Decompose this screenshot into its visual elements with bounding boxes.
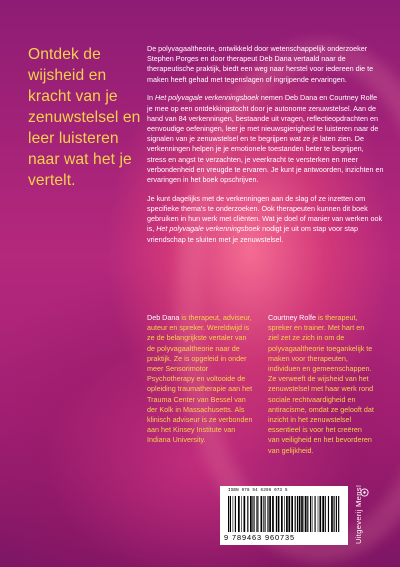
blurb-paragraph-2-rest: nemen Deb Dana en Courtney Rolfe je mee op een ontdekkingstocht door je autonome zenuwstelsel. Aan de hand van 84 verkenningen, bestaande uit vragen, reflectieopdrachten en eenvoudige oefeningen, leer je met nieuwsgierigheid te luisteren naar de signalen van je zenuwstelsel en te begrijpen wat ze je laten zien. De verkenningen helpen je je emotionele toestanden beter te begrijpen, stress en angst te verzachten, je veerkracht te versterken en meer verbondenheid en vreugde te ervaren. Je kunt je antwoorden, inzichten en ervaringen in het boek opschrijven.: [147, 93, 384, 185]
bio-deb-dana: [147, 313, 254, 456]
bio-text-rolfe: is therapeut, spreker en trainer. Met hart en ziel zet ze zich in om de polyvagaaltheorie toegankelijk te maken voor therapeuten, individuen en gemeenschappen. Ze verweeft de wijsheid van het zenuwstelsel met haar werk rond sociale rechtvaardigheid en antiracisme, omdat ze gelooft dat inzicht in het zenuwstelsel essentieel is voor het creëren van veiligheid en het bevorderen van gelijkheid.: [268, 313, 374, 455]
book-title: Het polyvagale verkenningsboek: [155, 93, 259, 103]
barcode-bars: [226, 496, 342, 532]
isbn-label: ISBN 978 94 6396 073 5: [228, 489, 288, 493]
bio-text-dana: is therapeut, adviseur, auteur en spreker. Wereldwijd is ze de belangrijkste vertaler van de polyvagaaltheorie naar de praktijk. Ze is opgeleid in onder meer Sensorimotor Psychotherapy en voltooide de opleiding traumatherapie aan het Trauma Center van Bessel van der Kolk in Massachusetts. Als klinisch adviseur is ze verbonden aan het Kinsey Institute van Indiana University.: [147, 313, 253, 445]
bio-courtney-rolfe: [268, 313, 375, 456]
publisher-name: Uitgeverij Mens!: [354, 484, 363, 544]
barcode: [220, 486, 348, 545]
blurb-paragraph-3-rest: nodigt je uit om stap voor stap vriendschap te sluiten met je zenuwstelsel.: [147, 224, 358, 244]
tagline: Ontdek de wijsheid en kracht van je zenuwstelsel en leer luisteren naar wat het je vertelt.: [28, 46, 141, 189]
blurb-paragraph-1: De polyvagaaltheorie, ontwikkeld door wetenschappelijk onderzoeker Stephen Porges en door therapeut Deb Dana vertaald naar de therapeutische praktijk, biedt een weg naar herstel voor iedereen die te maken heeft gehad met tegenslagen of ingrijpende ervaringen.: [147, 44, 374, 84]
author-name-dana: Deb Dana: [147, 313, 180, 322]
book-title-2: Het polyvagale verkenningsboek: [156, 224, 261, 234]
author-bios: [147, 313, 387, 456]
barcode-digits: 9 789463 960735: [224, 533, 296, 542]
author-name-rolfe: Courtney Rolfe: [268, 313, 316, 322]
blurb-paragraph-3: [147, 194, 384, 245]
blurb-paragraph-2: [147, 93, 384, 185]
blurb: [147, 44, 384, 253]
blurb-paragraph-2-prefix: In: [147, 93, 155, 103]
blurb-paragraph-3-prefix: Je kunt dagelijks met de verkenningen aan de slag of ze inzetten om specifieke thema's te onderzoeken. Ook therapeuten kunnen dit boek gebruiken in hun werk met cliënten. Wat je doel of manier van werken ook is,: [147, 193, 383, 234]
